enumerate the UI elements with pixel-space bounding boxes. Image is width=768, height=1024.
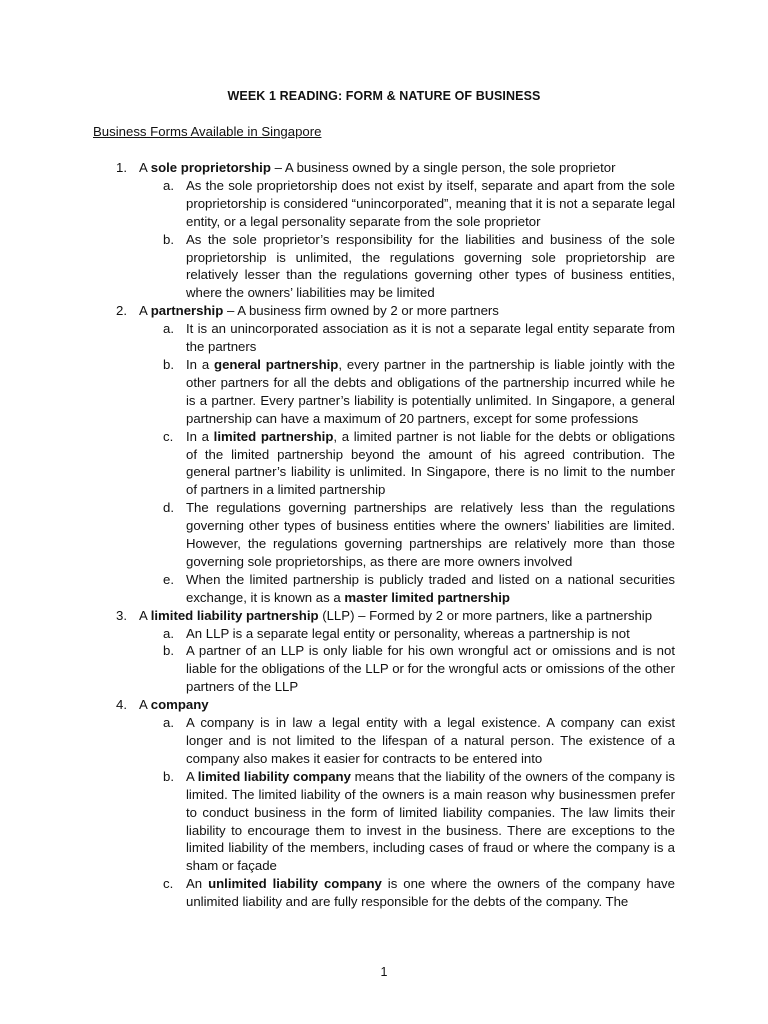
sub-list-item: b. A partner of an LLP is only liable for his own wrongful act or omissions and is not liable for the obligations of the LLP or for the wrongful acts or omissions of the other partners of the LLP [163,643,675,695]
list-item-number: 3. [116,607,127,623]
term: master limited partnership [344,589,510,605]
list-item: 3. A limited liability partnership (LLP) – Formed by 2 or more partners, like a partnership a. An LLP is a separate legal entity or personality, whereas a partnership is not b. A partner of an LLP is only liable for his own wrongful act or omissions and is not liable for the obligations of the LLP or for the wrongful acts or omissions of the other partners of the LLP [0,607,768,697]
term: sole proprietorship [150,160,271,175]
sub-list-item: a. A company is in law a legal entity with a legal existence. A company can exist longer and is not limited to the lifespan of a natural person. The existence of a company also makes it easier for contracts to be entered into [163,715,675,766]
page-number: 1 [380,965,388,979]
section-heading: Business Forms Available in Singapore [93,124,322,139]
list-item-number: 1. [116,160,127,175]
list-item: 2. A partnership – A business firm owned by 2 or more partners a. It is an unincorporated association as it is not a separate legal entity separate from the partners b. In a general partnership, every partner in the partnership is liable jointly with the other partners for all the debts and obligations of the partnership incurred while he is a partner. Every partner’s liability is potentially unlimited. In Singapore, a general partnership can have a maximum of 20 partners, except for some professions c. In a limited partnership, a limited partner is not liable for the debts or obligations of the limited partnership beyond the amount of his agreed contribution. The general partner’s liability is unlimited. In Singapore, there is no limit to the number of partners in a limited partnership d. The regulations governing partnerships are relatively less than the regulations governing other types of business entities where the owners’ liabilities are limited. However, the regulations governing partnerships are relatively more than those governing sole proprietorships, as there are more owners involved e. When the limited partnership is publicly traded and listed on a national securities exchange, it is known as a master limited partnership [0,302,768,606]
business-forms-list [0,159,768,911]
sub-list-item: e. When the limited partnership is publicly traded and listed on a national securities exchange, it is known as a master limited partnership [163,571,675,605]
list-item-number: 4. [116,697,127,713]
sub-list-item: a. An LLP is a separate legal entity or personality, whereas a partnership is not [163,625,630,641]
sub-list-item: c. An unlimited liability company is one where the owners of the company have unlimited liability and are fully responsible for the debts of the company. The [163,876,675,910]
sub-list-item: b. As the sole proprietor’s responsibility for the liabilities and business of the sole proprietorship is unlimited, the regulations governing sole proprietorship are relatively lesser than the regulations governing other types of business entities, where the owners’ liabilities may be limited [163,231,675,301]
term: general partnership [214,356,339,372]
sub-list-item: b. A limited liability company means that the liability of the owners of the company is limited. The limited liability of the owners is a main reason why businessmen prefer to conduct business in the form of limited liability companies. The law limits their liability to encourage them to invest in the business. There are exceptions to the limited liability of the members, including cases of fraud or where the company is a sham or façade [163,768,675,874]
sub-list-item: c. In a limited partnership, a limited partner is not liable for the debts or obligations of the limited partnership beyond the amount of his agreed contribution. The general partner’s liability is unlimited. In Singapore, there is no limit to the number of partners in a limited partnership [163,428,675,498]
term: limited liability partnership [150,607,319,623]
term: company [150,697,209,713]
sub-list-item: d. The regulations governing partnerships are relatively less than the regulations governing other types of business entities where the owners’ liabilities are limited. However, the regulations governing partnerships are relatively more than those governing sole proprietorships, as there are more owners involved [163,500,675,569]
sub-list-item: b. In a general partnership, every partner in the partnership is liable jointly with the other partners for all the debts and obligations of the partnership incurred while he is a partner. Every partner’s liability is potentially unlimited. In Singapore, a general partnership can have a maximum of 20 partners, except for some professions [163,356,675,426]
term: partnership [150,303,224,319]
list-item-number: 2. [116,303,127,319]
term: unlimited liability company [208,876,382,892]
term: limited partnership [213,428,334,444]
list-item: 1. A sole proprietorship – A business owned by a single person, the sole proprietor a. As the sole proprietorship does not exist by itself, separate and apart from the sole proprietorship is considered “unincorporated”, meaning that it is not a separate legal entity, or a legal personality separate from the sole proprietor b. As the sole proprietor’s responsibility for the liabilities and business of the sole proprietorship is unlimited, the regulations governing sole proprietorship are relatively lesser than the regulations governing other types of business entities, where the owners’ liabilities may be limited [0,159,768,302]
document-title: WEEK 1 READING: FORM & NATURE OF BUSINESS [227,89,541,103]
sub-list-item: a. As the sole proprietorship does not exist by itself, separate and apart from the sole proprietorship is considered “unincorporated”, meaning that it is not a separate legal entity, or a legal personality separate from the sole proprietor [163,177,675,229]
list-item: 4. A company a. A company is in law a legal entity with a legal existence. A company can exist longer and is not limited to the lifespan of a natural person. The existence of a company also makes it easier for contracts to be entered into b. A limited liability company means that the liability of the owners of the company is limited. The limited liability of the owners is a main reason why businessmen prefer to conduct business in the form of limited liability companies. The law limits their liability to encourage them to invest in the business. There are exceptions to the limited liability of the members, including cases of fraud or where the company is a sham or façade c. An unlimited liability company is one where the owners of the company have unlimited liability and are fully responsible for the debts of the company. The [0,696,768,911]
term: limited liability company [197,768,351,784]
sub-list-item: a. It is an unincorporated association as it is not a separate legal entity separate from the partners [163,321,675,355]
